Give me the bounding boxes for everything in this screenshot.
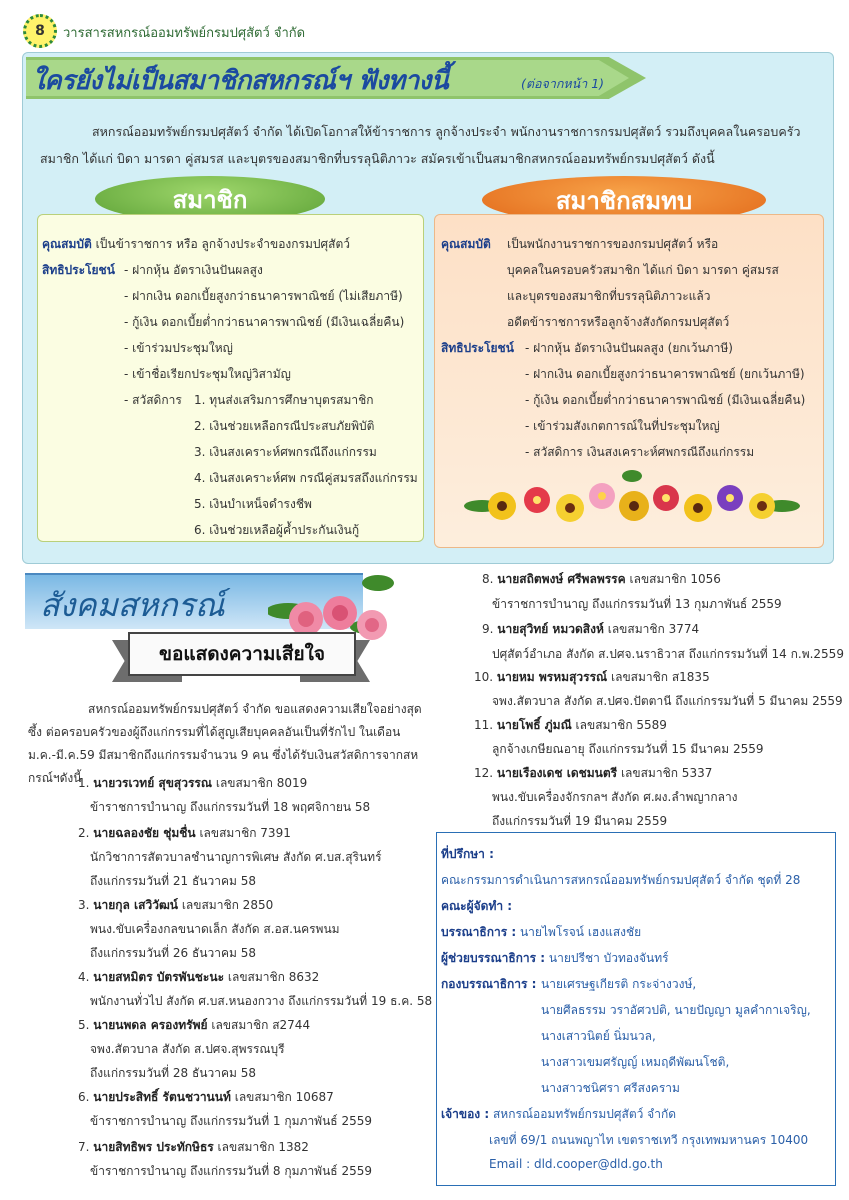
item-number: 6.: [78, 1090, 90, 1104]
member-benefit: - เข้าร่วมประชุมใหญ่: [124, 341, 233, 355]
deceased-detail: ข้าราชการบำนาญ ถึงแก่กรรมวันที่ 18 พฤศจิกายน 58: [90, 800, 371, 814]
board-member: นายเศรษฐเกียรติ กระจ่างวงษ์,: [541, 977, 697, 991]
deceased-detail: ถึงแก่กรรมวันที่ 19 มีนาคม 2559: [492, 814, 668, 828]
deceased-item: [482, 570, 721, 589]
email: Email : dld.cooper@dld.go.th: [489, 1157, 663, 1171]
journal-name: วารสารสหกรณ์ออมทรัพย์กรมปศุสัตว์ จำกัด: [63, 26, 306, 41]
deceased-item: [78, 824, 291, 843]
assistant-editor-name: นายปรีชา บัวทองจันทร์: [548, 951, 669, 965]
member-number: เลขสมาชิก 5337: [620, 766, 713, 780]
board-label: กองบรรณาธิการ :: [441, 977, 537, 991]
deceased-detail: ข้าราชการบำนาญ ถึงแก่กรรมวันที่ 1 กุมภาพันธ์ 2559: [90, 1114, 372, 1128]
member-welfare-item: 6. เงินช่วยเหลือผู้ค้ำประกันเงินกู้: [194, 523, 360, 537]
social-title: สังคมสหกรณ์: [40, 586, 225, 624]
makers-label: คณะผู้จัดทำ :: [441, 899, 513, 913]
deceased-item: [78, 1088, 334, 1107]
member-number: เลขสมาชิก 3774: [607, 622, 700, 636]
member-qual-label: คุณสมบัติ: [42, 237, 92, 251]
deceased-item: [482, 620, 699, 639]
address: เลขที่ 69/1 ถนนพญาไท เขตราชเทวี กรุงเทพมหานคร 10400: [489, 1133, 809, 1147]
owner-name: สหกรณ์ออมทรัพย์กรมปศุสัตว์ จำกัด: [492, 1107, 677, 1121]
member-number: เลขสมาชิก 10687: [234, 1090, 334, 1104]
deceased-name: นายนพดล ครองทรัพย์: [93, 1018, 208, 1032]
deceased-detail: พนักงานทั่วไป สังกัด ศ.บส.หนองกวาง ถึงแก่กรรมวันที่ 19 ธ.ค. 58: [90, 994, 433, 1008]
item-number: 9.: [482, 622, 494, 636]
item-number: 2.: [78, 826, 90, 840]
deceased-detail: ปศุสัตว์อำเภอ สังกัด ส.ปศจ.นราธิวาส ถึงแก่กรรมวันที่ 14 ก.พ.2559: [492, 647, 844, 661]
condolence-ribbon: ขอแสดงความเสียใจ: [128, 632, 356, 676]
member-welfare-item: 2. เงินช่วยเหลือกรณีประสบภัยพิบัติ: [194, 419, 375, 433]
item-number: 12.: [474, 766, 494, 780]
advisor: คณะกรรมการดำเนินการสหกรณ์ออมทรัพย์กรมปศุสัตว์ จำกัด ชุดที่ 28: [441, 873, 801, 887]
member-welfare-label: - สวัสดิการ: [124, 393, 182, 407]
continued-note: (ต่อจากหน้า 1): [521, 76, 605, 91]
deceased-item: [78, 968, 319, 987]
deceased-detail: พนง.ขับเครื่องจักรกลฯ สังกัด ศ.ผง.ลำพญากลาง: [492, 790, 738, 804]
board-member: นายศีลธรรม วราอัศวปติ, นายปัญญา มูลคำกาเจริญ,: [541, 1003, 811, 1017]
deceased-name: นายวรเวทย์ สุขสุวรรณ: [93, 776, 213, 790]
deceased-detail: ลูกจ้างเกษียณอายุ ถึงแก่กรรมวันที่ 15 มีนาคม 2559: [492, 742, 764, 756]
deceased-name: นายเรืองเดช เดชมนตรี: [496, 766, 618, 780]
associate-benefit: - กู้เงิน ดอกเบี้ยต่ำกว่าธนาคารพาณิชย์ (มีเงินเฉลี่ยคืน): [525, 393, 806, 407]
deceased-name: นายสิทธิพร ประทักษิธร: [93, 1140, 214, 1154]
member-number: เลขสมาชิก 1382: [217, 1140, 309, 1154]
member-number: เลขสมาชิก ส1835: [610, 670, 710, 684]
member-welfare-item: 1. ทุนส่งเสริมการศึกษาบุตรสมาชิก: [194, 393, 374, 407]
member-benefit-label: สิทธิประโยชน์: [42, 263, 115, 277]
board-member: นางสาวชนิศรา ศรีสงคราม: [541, 1081, 680, 1095]
associate-qual-line: และบุตรของสมาชิกที่บรรลุนิติภาวะแล้ว: [507, 289, 711, 303]
board-member: นางเสาวนิตย์ นิ่มนวล,: [541, 1029, 656, 1043]
member-welfare-item: 3. เงินสงเคราะห์ศพกรณีถึงแก่กรรม: [194, 445, 377, 459]
item-number: 5.: [78, 1018, 90, 1032]
item-number: 7.: [78, 1140, 90, 1154]
deceased-name: นายสหมิตร บัตรพันชะนะ: [93, 970, 225, 984]
member-qual-text: เป็นข้าราชการ หรือ ลูกจ้างประจำของกรมปศุสัตว์: [95, 237, 350, 251]
member-number: เลขสมาชิก 5589: [575, 718, 667, 732]
member-qualification: [42, 235, 350, 254]
deceased-name: นายฉลองชัย ชุ่มชื่น: [93, 826, 196, 840]
deceased-item: [474, 668, 710, 687]
member-number: เลขสมาชิก 8019: [215, 776, 308, 790]
member-welfare-item: 5. เงินบำเหน็จดำรงชีพ: [194, 497, 312, 511]
deceased-detail: ข้าราชการบำนาญ ถึงแก่กรรมวันที่ 13 กุมภาพันธ์ 2559: [492, 597, 782, 611]
page-number: 8: [35, 23, 45, 39]
deceased-detail: พนง.ขับเครื่องกลขนาดเล็ก สังกัด ส.อส.นครพนม: [90, 922, 340, 936]
deceased-name: นายสุวิทย์ หมวดสิงห์: [497, 622, 604, 636]
associate-qual-line: เป็นพนักงานราชการของกรมปศุสัตว์ หรือ: [507, 237, 719, 251]
member-number: เลขสมาชิก ส2744: [211, 1018, 311, 1032]
deceased-detail: จพง.สัตวบาล สังกัด ส.ปศจ.ปัตตานี ถึงแก่กรรมวันที่ 5 มีนาคม 2559: [492, 694, 843, 708]
associate-qual-label: คุณสมบัติ: [441, 237, 491, 251]
deceased-name: นายสถิตพงษ์ ศรีพลพรรค: [497, 572, 626, 586]
deceased-item: [78, 1138, 309, 1157]
editor-name: นายไพโรจน์ เฮงแสงชัย: [519, 925, 642, 939]
member-box: [37, 214, 424, 542]
deceased-detail: ถึงแก่กรรมวันที่ 28 ธันวาคม 58: [90, 1066, 256, 1080]
condolence-text: สหกรณ์ออมทรัพย์กรมปศุสัตว์ จำกัด ขอแสดงความเสียใจอย่างสุดซึ้ง ต่อครอบครัวของผู้ถึงแก่กรรมที่ได้สูญเสียบุคคลอันเป็นที่รักไป ในเดือนม.ค.-มี.ค.59 มีสมาชิกถึงแก่กรรมจำนวน 9 คน ซึ่งได้รับเงินสวัสดิการจากสหกรณ์ฯดังนี้: [28, 702, 422, 785]
member-number: เลขสมาชิก 7391: [199, 826, 291, 840]
associate-benefit: - ฝากหุ้น อัตราเงินปันผลสูง (ยกเว้นภาษี): [525, 341, 733, 355]
editorial-staff-box: [436, 832, 836, 1186]
deceased-detail: ถึงแก่กรรมวันที่ 26 ธันวาคม 58: [90, 946, 256, 960]
item-number: 1.: [78, 776, 90, 790]
associate-qual-line: อดีตข้าราชการหรือลูกจ้างสังกัดกรมปศุสัตว์: [507, 315, 730, 329]
member-number: เลขสมาชิก 1056: [629, 572, 721, 586]
owner-line: [441, 1105, 676, 1124]
deceased-detail: จพง.สัตวบาล สังกัด ส.ปศจ.สุพรรณบุรี: [90, 1042, 285, 1056]
assistant-editor-label: ผู้ช่วยบรรณาธิการ :: [441, 951, 546, 965]
associate-benefit-label: สิทธิประโยชน์: [441, 341, 514, 355]
member-number: เลขสมาชิก 8632: [227, 970, 320, 984]
deceased-item: [78, 774, 307, 793]
member-welfare-item: 4. เงินสงเคราะห์ศพ กรณีคู่สมรสถึงแก่กรรม: [194, 471, 418, 485]
associate-heading: สมาชิกสมทบ: [482, 176, 766, 224]
editor-line: [441, 923, 641, 942]
member-benefit: - ฝากหุ้น อัตราเงินปันผลสูง: [124, 263, 263, 277]
recruit-title: ใครยังไม่เป็นสมาชิกสหกรณ์ฯ ฟังทางนี้: [32, 66, 449, 96]
deceased-name: นายกุล เสวิวัฒน์: [93, 898, 178, 912]
owner-label: เจ้าของ :: [441, 1107, 490, 1121]
assistant-editor-line: [441, 949, 669, 968]
deceased-detail: นักวิชาการสัตวบาลชำนาญการพิเศษ สังกัด ศ.บส.สุรินทร์: [90, 850, 382, 864]
editor-label: บรรณาธิการ :: [441, 925, 517, 939]
associate-qual-line: บุคคลในครอบครัวสมาชิก ได้แก่ บิดา มารดา คู่สมรส: [507, 263, 779, 277]
deceased-item: [78, 1016, 310, 1035]
member-benefit: - ฝากเงิน ดอกเบี้ยสูงกว่าธนาคารพาณิชย์ (ไม่เสียภาษี): [124, 289, 403, 303]
associate-benefit: - เข้าร่วมสังเกตการณ์ในที่ประชุมใหญ่: [525, 419, 720, 433]
member-heading: สมาชิก: [95, 176, 325, 222]
associate-benefit: - สวัสดิการ เงินสงเคราะห์ศพกรณีถึงแก่กรรม: [525, 445, 755, 459]
advisor-label: ที่ปรึกษา :: [441, 847, 494, 861]
member-benefit: - กู้เงิน ดอกเบี้ยต่ำกว่าธนาคารพาณิชย์ (มีเงินเฉลี่ยคืน): [124, 315, 405, 329]
deceased-item: [78, 896, 273, 915]
associate-benefit: - ฝากเงิน ดอกเบี้ยสูงกว่าธนาคารพาณิชย์ (ยกเว้นภาษี): [525, 367, 805, 381]
deceased-name: นายหม พรหมสุวรรณ์: [496, 670, 608, 684]
item-number: 3.: [78, 898, 90, 912]
item-number: 8.: [482, 572, 494, 586]
member-benefit: - เข้าชื่อเรียกประชุมใหญ่วิสามัญ: [124, 367, 291, 381]
deceased-name: นายโพธิ์ ภู่มณี: [496, 718, 572, 732]
deceased-item: [474, 716, 667, 735]
flower-garland-image: [462, 466, 802, 532]
deceased-item: [474, 764, 712, 783]
page-number-badge: [23, 14, 57, 48]
deceased-detail: ข้าราชการบำนาญ ถึงแก่กรรมวันที่ 8 กุมภาพันธ์ 2559: [90, 1164, 372, 1178]
item-number: 11.: [474, 718, 494, 732]
member-number: เลขสมาชิก 2850: [181, 898, 274, 912]
item-number: 10.: [474, 670, 494, 684]
deceased-detail: ถึงแก่กรรมวันที่ 21 ธันวาคม 58: [90, 874, 256, 888]
board-member: นางสาวเขมศรัญญ์ เหมฤดีพัฒนโชติ,: [541, 1055, 730, 1069]
deceased-name: นายประสิทธิ์ รัตนชวานนท์: [93, 1090, 231, 1104]
item-number: 4.: [78, 970, 90, 984]
recruit-intro: สหกรณ์ออมทรัพย์กรมปศุสัตว์ จำกัด ได้เปิดโอกาสให้ข้าราชการ ลูกจ้างประจำ พนักงานราชการกรมปศุสัตว์ รวมถึงบุคคลในครอบครัวสมาชิก ได้แก่ บิดา มารดา คู่สมรส และบุตรของสมาชิกที่บรรลุนิติภาวะ สมัครเข้าเป็นสมาชิกสหกรณ์ออมทรัพย์กรมปศุสัตว์ ดังนี้: [40, 124, 801, 166]
